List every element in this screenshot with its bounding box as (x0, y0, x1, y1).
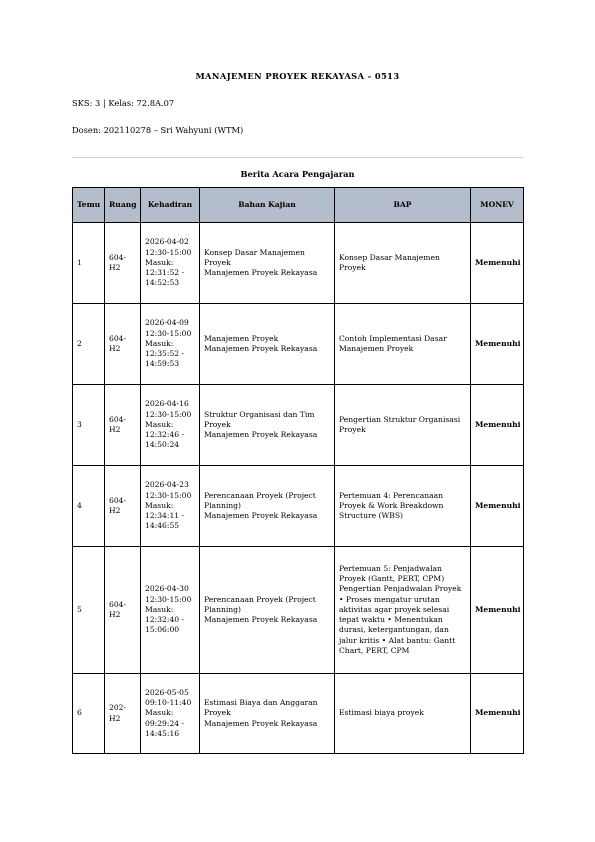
cell-kehadiran (141, 304, 200, 385)
table-row (73, 674, 524, 754)
kehadiran-line: 12:35:52 - (145, 349, 185, 359)
table-row (73, 466, 524, 547)
kehadiran-line: 12:30-15:00 (145, 247, 192, 257)
cell-bahan-kajian (200, 674, 335, 754)
cell-monev: Memenuhi (471, 674, 524, 754)
kehadiran-line: 2026-05-05 (145, 687, 189, 697)
dosen-info: Dosen: 202110278 – Sri Wahyuni (WTM) (72, 125, 244, 135)
kehadiran-line: 14:46:55 (145, 521, 180, 531)
cell-monev: Memenuhi (471, 547, 524, 674)
kehadiran-line: Masuk: (145, 419, 174, 429)
cell-temu: 3 (73, 385, 105, 466)
bahan-kajian-line: Manajemen Proyek Rekayasa (204, 430, 318, 440)
table-row (73, 547, 524, 674)
bahan-kajian-line: Manajemen Proyek Rekayasa (204, 718, 318, 728)
cell-temu: 1 (73, 223, 105, 304)
table-row (73, 385, 524, 466)
cell-kehadiran (141, 466, 200, 547)
cell-kehadiran (141, 385, 200, 466)
header-temu: Temu (73, 188, 105, 223)
kehadiran-line: 12:30-15:00 (145, 490, 192, 500)
cell-bap: Konsep Dasar Manajemen Proyek (335, 223, 471, 304)
kehadiran-line: 14:59:53 (145, 359, 180, 369)
bahan-kajian-line: Manajemen Proyek (204, 333, 279, 343)
cell-ruang: 604-H2 (105, 304, 141, 385)
kehadiran-line: 2026-04-23 (145, 480, 189, 490)
kehadiran-line: Masuk: (145, 500, 174, 510)
section-title: Berita Acara Pengajaran (240, 169, 355, 179)
kehadiran-line: 14:45:16 (145, 728, 180, 738)
cell-temu: 4 (73, 466, 105, 547)
kehadiran-line: 14:52:53 (145, 278, 180, 288)
cell-kehadiran (141, 547, 200, 674)
cell-bap: Pertemuan 4: Perencanaan Proyek & Work Breakdown Structure (WBS) (335, 466, 471, 547)
cell-ruang: 604-H2 (105, 466, 141, 547)
kehadiran-line: Masuk: (145, 257, 174, 267)
bahan-kajian-line: Perencanaan Proyek (Project Planning) (204, 594, 316, 614)
cell-ruang: 604-H2 (105, 223, 141, 304)
kehadiran-line: 2026-04-09 (145, 318, 189, 328)
cell-ruang: 202-H2 (105, 674, 141, 754)
kehadiran-line: 09:10-11:40 (145, 698, 192, 708)
bahan-kajian-line: Konsep Dasar Manajemen Proyek (204, 247, 305, 267)
header-ruang: Ruang (105, 188, 141, 223)
cell-bahan-kajian (200, 304, 335, 385)
cell-monev: Memenuhi (471, 466, 524, 547)
kehadiran-line: 15:06:00 (145, 625, 180, 635)
bahan-kajian-line: Perencanaan Proyek (Project Planning) (204, 490, 316, 510)
cell-bap: Estimasi biaya proyek (335, 674, 471, 754)
divider (72, 157, 523, 158)
kehadiran-line: 12:30-15:00 (145, 409, 192, 419)
kehadiran-line: 12:31:52 - (145, 268, 185, 278)
cell-bahan-kajian (200, 466, 335, 547)
cell-temu: 2 (73, 304, 105, 385)
kehadiran-line: 14:50:24 (145, 440, 180, 450)
cell-kehadiran (141, 223, 200, 304)
kehadiran-line: 12:32:40 - (145, 615, 185, 625)
cell-bahan-kajian (200, 547, 335, 674)
kehadiran-line: 09:29:24 - (145, 718, 185, 728)
cell-bahan-kajian (200, 223, 335, 304)
kehadiran-line: Masuk: (145, 604, 174, 614)
cell-temu: 5 (73, 547, 105, 674)
cell-monev: Memenuhi (471, 385, 524, 466)
bahan-kajian-line: Struktur Organisasi dan Tim Proyek (204, 409, 315, 429)
table-row (73, 223, 524, 304)
sks-kelas-info: SKS: 3 | Kelas: 72.8A.07 (72, 98, 175, 108)
bahan-kajian-line: Manajemen Proyek Rekayasa (204, 511, 318, 521)
kehadiran-line: Masuk: (145, 338, 174, 348)
cell-monev: Memenuhi (471, 304, 524, 385)
table-header-row (73, 188, 524, 223)
cell-bap: Pengertian Struktur Organisasi Proyek (335, 385, 471, 466)
document-title: MANAJEMEN PROYEK REKAYASA - 0513 (195, 71, 400, 81)
cell-bap: Contoh Implementasi Dasar Manajemen Proyek (335, 304, 471, 385)
kehadiran-line: 2026-04-02 (145, 237, 189, 247)
cell-kehadiran (141, 674, 200, 754)
cell-ruang: 604-H2 (105, 385, 141, 466)
kehadiran-line: 12:30-15:00 (145, 328, 192, 338)
cell-temu: 6 (73, 674, 105, 754)
bahan-kajian-line: Estimasi Biaya dan Anggaran Proyek (204, 698, 318, 718)
kehadiran-line: 12:32:46 - (145, 430, 185, 440)
cell-ruang: 604-H2 (105, 547, 141, 674)
kehadiran-line: 12:34:11 - (145, 511, 185, 521)
bahan-kajian-line: Manajemen Proyek Rekayasa (204, 268, 318, 278)
cell-bap: Pertemuan 5: Penjadwalan Proyek (Gantt, PERT, CPM) Pengertian Penjadwalan Proyek • Proses mengatur urutan aktivitas agar proyek selesai tepat waktu • Menentukan durasi, ketergantungan, dan jalur kritis • Alat bantu: Gantt Chart, PERT, CPM (335, 547, 471, 674)
cell-bahan-kajian (200, 385, 335, 466)
kehadiran-line: 2026-04-16 (145, 399, 189, 409)
header-monev: MONEV (471, 188, 524, 223)
header-kehadiran: Kehadiran (141, 188, 200, 223)
header-bahan-kajian: Bahan Kajian (200, 188, 335, 223)
kehadiran-line: 12:30-15:00 (145, 594, 192, 604)
cell-monev: Memenuhi (471, 223, 524, 304)
bahan-kajian-line: Manajemen Proyek Rekayasa (204, 344, 318, 353)
table-row (73, 304, 524, 385)
header-bap: BAP (335, 188, 471, 223)
kehadiran-line: 2026-04-30 (145, 584, 189, 594)
bahan-kajian-line: Manajemen Proyek Rekayasa (204, 615, 318, 625)
bap-table (72, 187, 524, 754)
kehadiran-line: Masuk: (145, 708, 174, 718)
